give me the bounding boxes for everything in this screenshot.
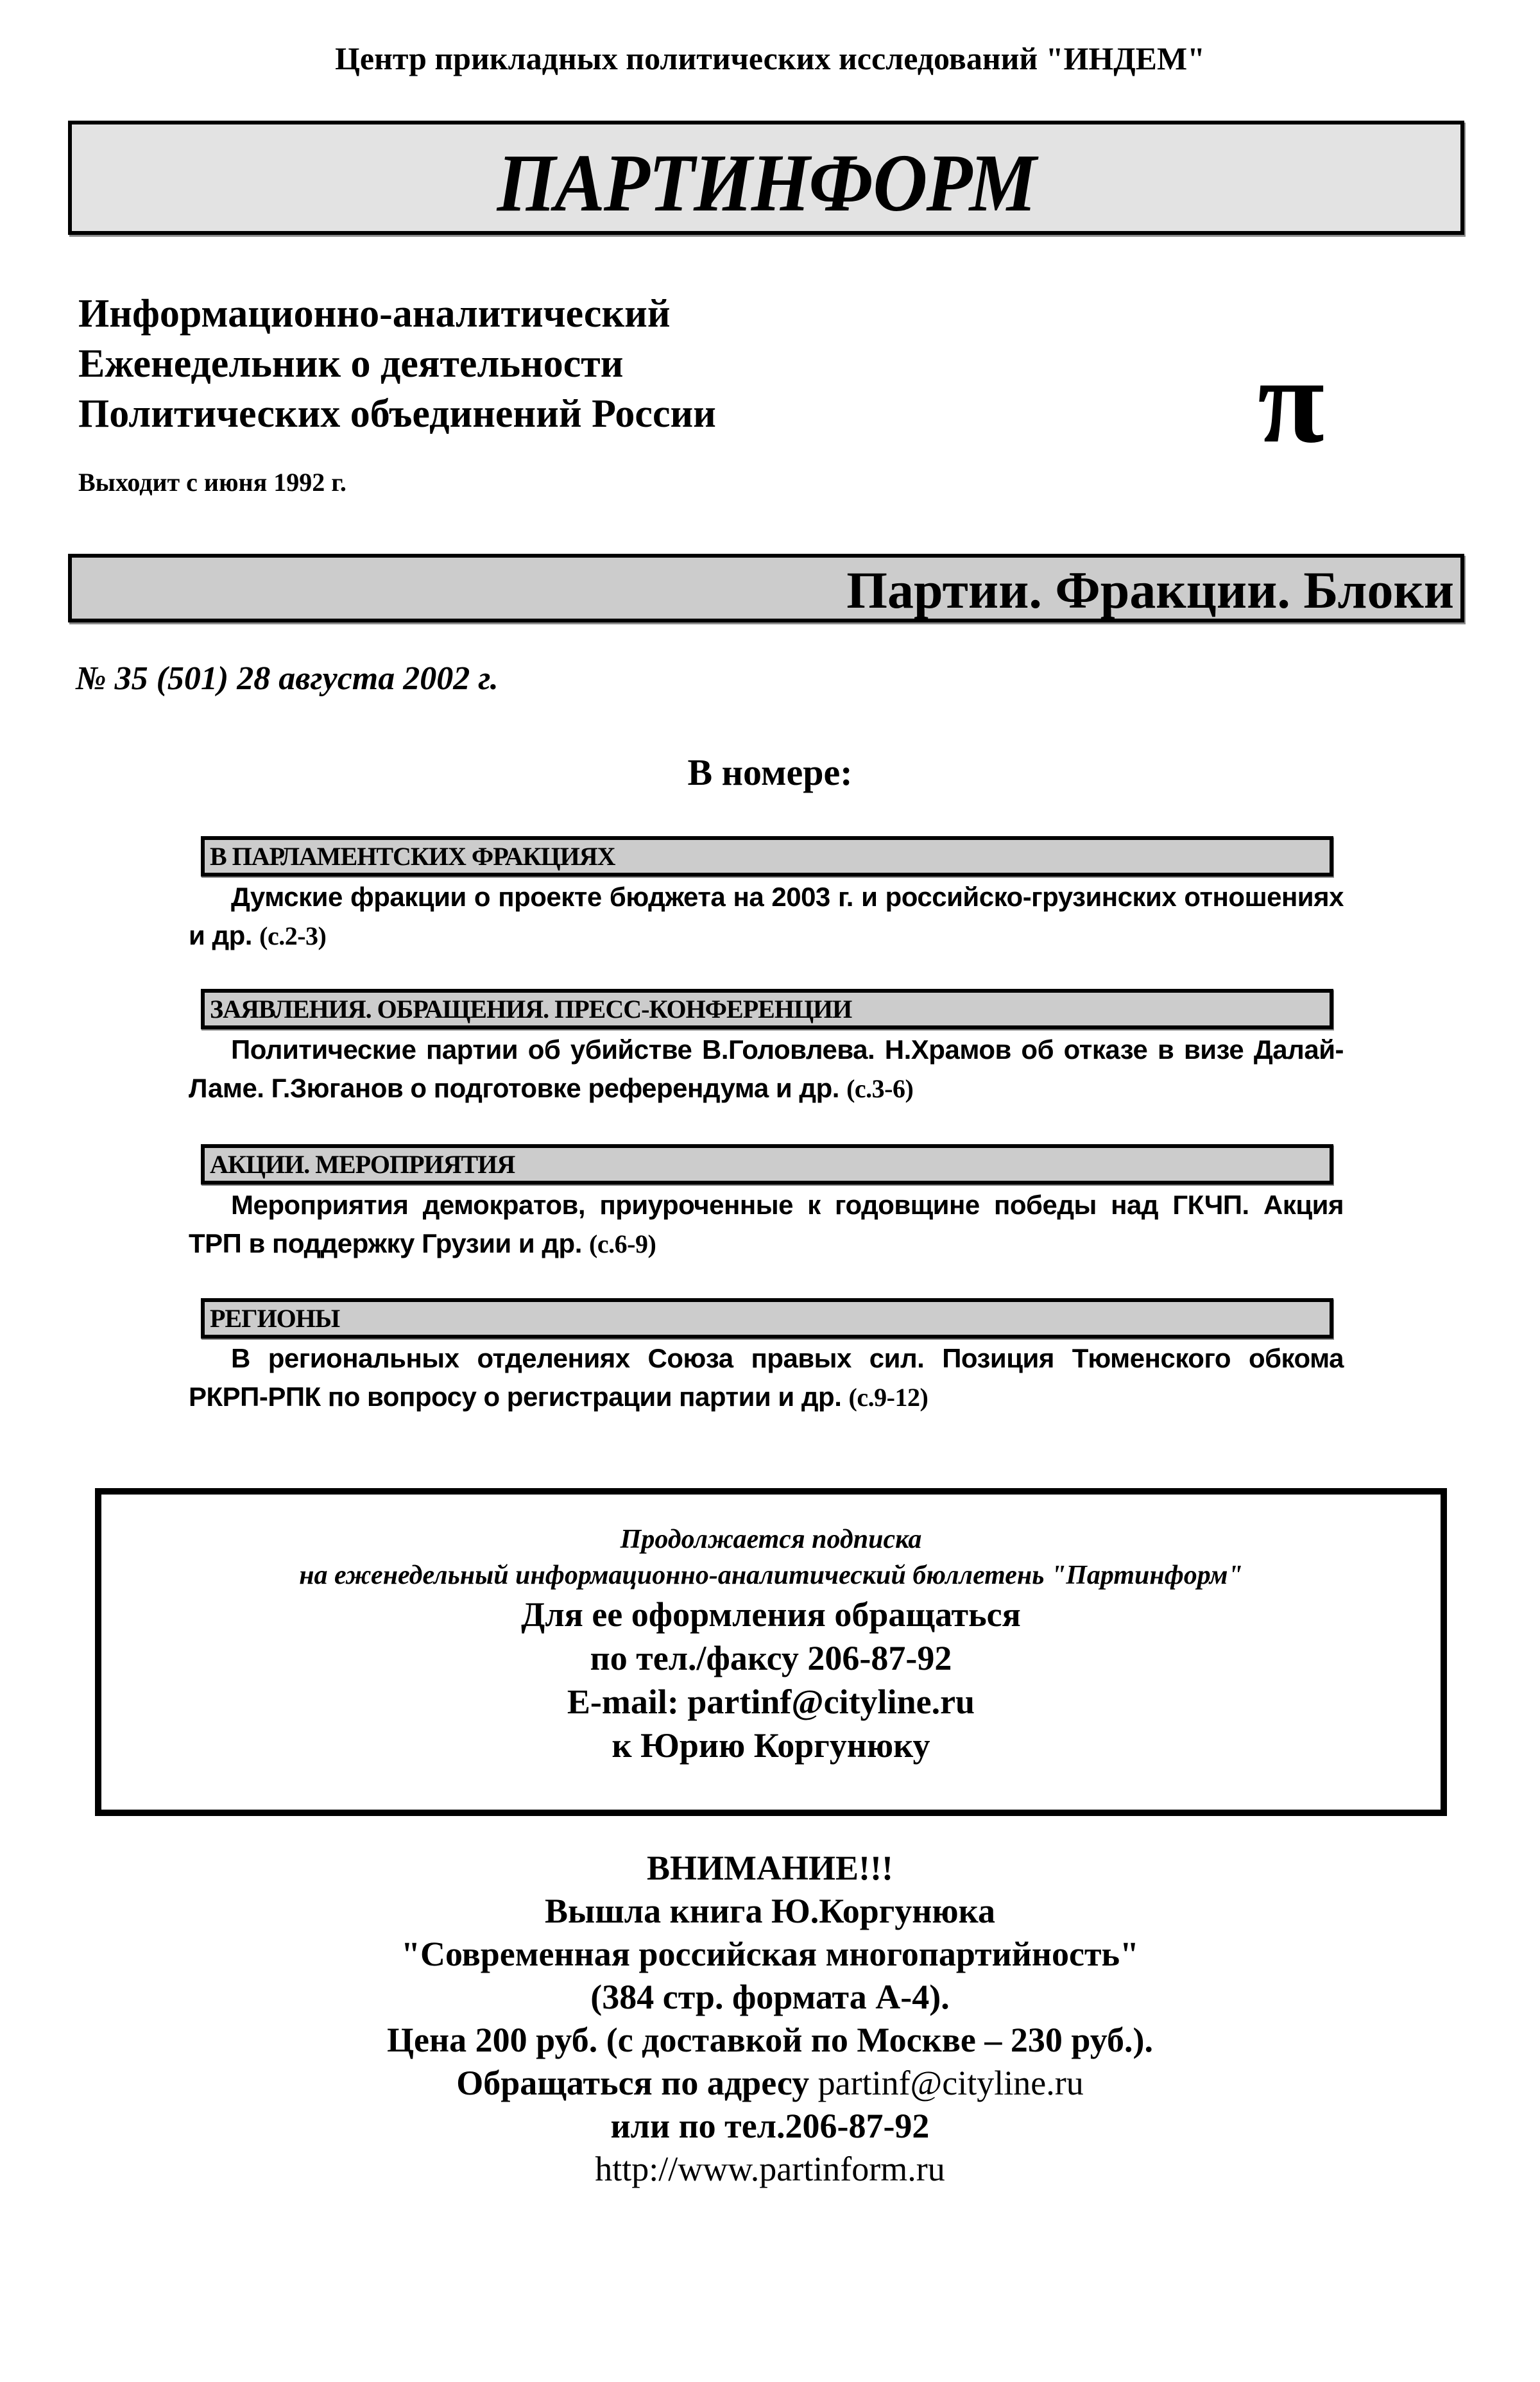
toc-page-range: (с.2-3) (259, 921, 327, 950)
subscription-phone: по тел./факсу 206-87-92 (590, 1639, 952, 1677)
toc-page-range: (с.3-6) (846, 1074, 914, 1103)
book-notice (0, 1847, 1540, 2191)
subscription-line: Для ее оформления обращаться (521, 1595, 1021, 1634)
subscription-line: на еженедельный информационно-аналитический бюллетень "Партинформ" (299, 1561, 1243, 1590)
toc-category-label: ЗАЯВЛЕНИЯ. ОБРАЩЕНИЯ. ПРЕСС-КОНФЕРЕНЦИИ (210, 995, 852, 1024)
pi-logo-icon: π (1258, 334, 1325, 468)
notice-price: Цена 200 руб. (с доставкой по Москве – 230 руб.). (387, 2021, 1153, 2059)
toc-category-label: РЕГИОНЫ (210, 1304, 340, 1333)
notice-email-link[interactable]: partinf@cityline.ru (817, 2064, 1084, 2102)
toc-page-range: (с.9-12) (848, 1383, 928, 1412)
toc-description-text: Думские фракции о проекте бюджета на 2003 г. и российско-грузинских отношениях и др. (189, 882, 1344, 950)
subtitle-line: Информационно-аналитический (78, 292, 671, 336)
masthead-banner (68, 121, 1464, 235)
section-title: Партии. Фракции. Блоки (846, 561, 1454, 619)
subtitle-line: Еженедельник о деятельности (78, 342, 624, 386)
toc-description-text: В региональных отделениях Союза правых сил. Позиция Тюменского обкома РКРП-РПК по вопросу о регистрации партии и др. (189, 1343, 1344, 1412)
toc-page-range: (с.6-9) (589, 1230, 656, 1258)
toc-description-text: Политические партии об убийстве В.Головлева. Н.Храмов об отказе в визе Далай-Ламе. Г.Зюганов о подготовке референдума и др. (189, 1034, 1344, 1103)
toc-category-label: АКЦИИ. МЕРОПРИЯТИЯ (210, 1150, 515, 1179)
issue-number: № 35 (501) 28 августа 2002 г. (76, 660, 499, 697)
organization-name: Центр прикладных политических исследований "ИНДЕМ" (335, 40, 1205, 76)
toc-category-bar (201, 836, 1333, 877)
publication-subtitle (78, 289, 716, 439)
subscription-email[interactable]: E-mail: partinf@cityline.ru (567, 1683, 975, 1721)
toc-description-text: Мероприятия демократов, приуроченные к годовщине победы над ГКЧП. Акция ТРП в поддержку Грузии и др. (189, 1190, 1344, 1258)
toc-item-description (189, 1186, 1344, 1264)
toc-item-description (189, 1339, 1344, 1417)
publication-title: ПАРТИНФОРМ (497, 137, 1036, 228)
subscription-line: Продолжается подписка (620, 1525, 922, 1554)
toc-item-description (189, 878, 1344, 955)
notice-book-title: "Современная российская многопартийность" (400, 1935, 1140, 1973)
toc-item-description (189, 1031, 1344, 1108)
toc-category-bar (201, 1144, 1333, 1185)
publication-since: Выходит с июня 1992 г. (78, 468, 346, 497)
toc-category-bar (201, 1298, 1333, 1339)
notice-title: ВНИМАНИЕ!!! (647, 1849, 893, 1887)
section-banner (68, 554, 1464, 622)
notice-line: (384 стр. формата А-4). (590, 1978, 950, 2016)
toc-category-label: В ПАРЛАМЕНТСКИХ ФРАКЦИЯХ (210, 842, 615, 871)
toc-category-bar (201, 989, 1333, 1029)
notice-contact (0, 2062, 1540, 2105)
notice-contact-label: Обращаться по адресу (456, 2064, 818, 2102)
subscription-contact: к Юрию Коргунюку (612, 1726, 930, 1765)
notice-phone: или по тел.206-87-92 (610, 2107, 930, 2145)
toc-heading: В номере: (687, 751, 853, 793)
notice-line: Вышла книга Ю.Коргунюка (545, 1892, 995, 1930)
subtitle-line: Политических объединений России (78, 392, 716, 436)
subscription-box (95, 1488, 1447, 1816)
website-link[interactable]: http://www.partinform.ru (595, 2150, 945, 2188)
